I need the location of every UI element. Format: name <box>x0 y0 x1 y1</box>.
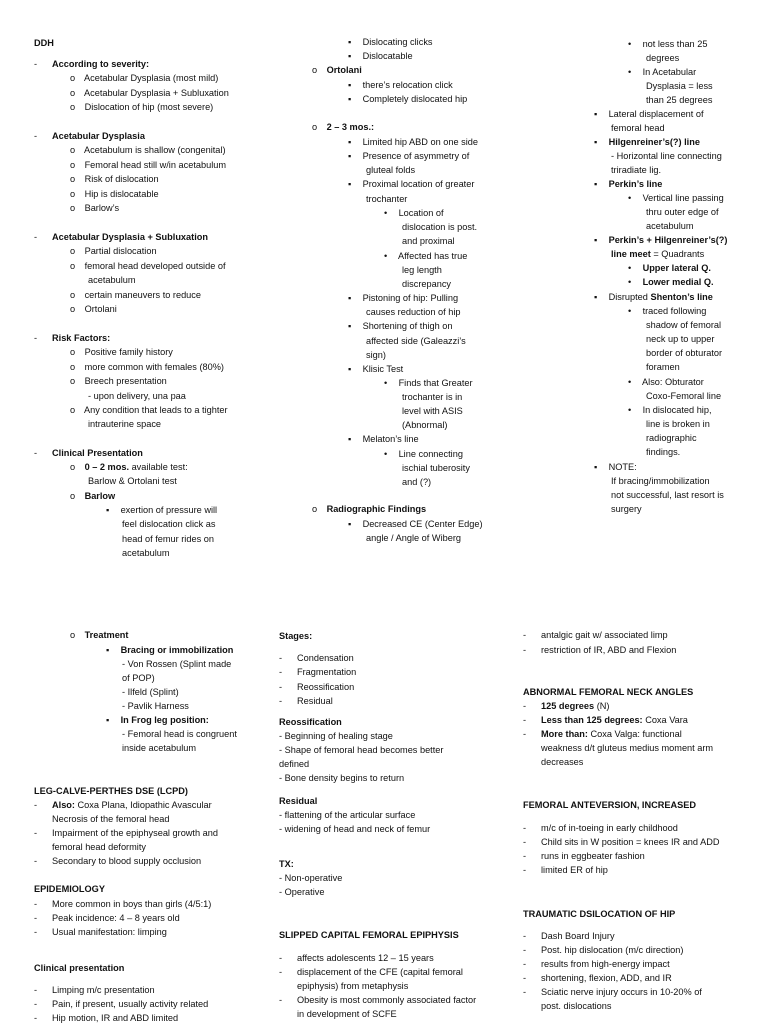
list-item: ▪ Dislocatable <box>348 51 413 61</box>
list-item: • Affected has true <box>384 251 468 261</box>
list-item: o 0 – 2 mos. available test: <box>70 462 188 472</box>
heading-lcpd: LEG-CALVE-PERTHES DSE (LCPD) <box>34 786 188 796</box>
list-item: o Acetabular Dysplasia + Subluxation <box>70 88 229 98</box>
list-item-cont: degrees <box>646 53 680 63</box>
list-item-cont: Coxo-Femoral line <box>646 391 722 401</box>
list-item: - Non-operative <box>279 873 343 883</box>
list-item: ▪ Klisic Test <box>348 364 404 374</box>
list-item: • Vertical line passing <box>628 193 724 203</box>
list-item: ▪ Melaton’s line <box>348 434 419 444</box>
list-item-cont: femoral head deformity <box>52 842 146 852</box>
list-item: - Impairment of the epiphyseal growth and <box>34 828 218 838</box>
list-item: o Hip is dislocatable <box>70 189 159 199</box>
list-item: - Shape of femoral head becomes better <box>279 745 444 755</box>
list-item: - Less than 125 degrees: Coxa Vara <box>523 715 688 725</box>
list-item: - Risk Factors: <box>34 333 111 343</box>
list-item: - Peak incidence: 4 – 8 years old <box>34 913 180 923</box>
heading-neck-angles: ABNORMAL FEMORAL NECK ANGLES <box>523 687 694 697</box>
list-item: o Partial dislocation <box>70 246 157 256</box>
list-item: - Post. hip dislocation (m/c direction) <box>523 945 684 955</box>
list-item-cont: border of obturator <box>646 348 723 358</box>
list-item-cont: - Horizontal line connecting <box>611 151 722 161</box>
list-item-cont: acetabulum <box>122 548 170 558</box>
list-item: - results from high-energy impact <box>523 959 670 969</box>
list-item: - Dash Board Injury <box>523 931 615 941</box>
list-item: - limited ER of hip <box>523 865 608 875</box>
list-item: - flattening of the articular surface <box>279 810 416 820</box>
list-item-cont: shadow of femoral <box>646 320 722 330</box>
list-item: - Sciatic nerve injury occurs in 10-20% of <box>523 987 702 997</box>
list-item: ▪ Presence of asymmetry of <box>348 151 470 161</box>
list-item-cont: - Femoral head is congruent <box>122 729 237 739</box>
list-item-cont: post. dislocations <box>541 1001 612 1011</box>
heading-epidemiology: EPIDEMIOLOGY <box>34 884 105 894</box>
list-item: - Limping m/c presentation <box>34 985 155 995</box>
list-item-cont: leg length <box>402 265 442 275</box>
list-item: • not less than 25 <box>628 39 708 49</box>
list-item: - m/c of in-toeing in early childhood <box>523 823 678 833</box>
list-item-cont: neck up to upper <box>646 334 715 344</box>
list-item: ▪ Proximal location of greater <box>348 179 475 189</box>
list-item-cont: level with ASIS <box>402 406 463 416</box>
list-item: o Barlow’s <box>70 203 120 213</box>
list-item: ▪ Bracing or immobilization <box>106 645 234 655</box>
list-item: ▪ exertion of pressure will <box>106 505 218 515</box>
list-item: ▪ NOTE: <box>594 462 637 472</box>
list-item: o 2 – 3 mos.: <box>312 122 375 132</box>
list-item: - Bone density begins to return <box>279 773 405 783</box>
list-item: - Usual manifestation: limping <box>34 927 167 937</box>
list-item: - antalgic gait w/ associated limp <box>523 630 668 640</box>
list-item-cont: ischial tuberosity <box>402 463 470 473</box>
list-item: o femoral head developed outside of <box>70 261 226 271</box>
list-item: - runs in eggbeater fashion <box>523 851 645 861</box>
list-item-cont: line meet = Quadrants <box>611 249 705 259</box>
list-item-cont: foramen <box>646 362 680 372</box>
list-item: - Obesity is most commonly associated factor <box>279 995 477 1005</box>
list-item: ▪ Completely dislocated hip <box>348 94 468 104</box>
list-item: o Acetabulum is shallow (congenital) <box>70 145 226 155</box>
list-item: - Residual <box>279 696 333 706</box>
list-item: • Location of <box>384 208 444 218</box>
list-item-cont: surgery <box>611 504 642 514</box>
list-item-cont: sign) <box>366 350 386 360</box>
list-item: • Upper lateral Q. <box>628 263 711 273</box>
list-item-cont: discrepancy <box>402 279 452 289</box>
list-item: o Ortolani <box>70 304 117 314</box>
heading-traumatic-dislocation: TRAUMATIC DSILOCATION OF HIP <box>523 909 676 919</box>
list-item: - widening of head and neck of femur <box>279 824 431 834</box>
list-item-cont: Barlow & Ortolani test <box>88 476 177 486</box>
list-item: - Acetabular Dysplasia <box>34 131 145 141</box>
list-item: - Clinical Presentation <box>34 448 143 458</box>
list-item: ▪ In Frog leg position: <box>106 715 209 725</box>
list-item-cont: than 25 degrees <box>646 95 713 105</box>
list-item-cont: head of femur rides on <box>122 534 214 544</box>
list-item: - affects adolescents 12 – 15 years <box>279 953 434 963</box>
list-item-cont: line is broken in <box>646 419 710 429</box>
list-item: ▪ Hilgenreiner’s(?) line <box>594 137 700 147</box>
list-item: • In Acetabular <box>628 67 697 77</box>
list-item-cont: in development of SCFE <box>297 1009 397 1019</box>
list-item-cont: findings. <box>646 447 681 457</box>
list-item-cont: of POP) <box>122 673 155 683</box>
list-item-cont: Dysplasia = less <box>646 81 713 91</box>
list-item: ▪ there’s relocation click <box>348 80 453 90</box>
list-item: ▪ Perkin’s line <box>594 179 663 189</box>
list-item-cont: femoral head <box>611 123 665 133</box>
list-item-cont: - upon delivery, una paa <box>88 391 186 401</box>
list-item-cont: dislocation is post. <box>402 222 478 232</box>
list-item-cont: trochanter is in <box>402 392 463 402</box>
list-item-cont: gluteal folds <box>366 165 416 175</box>
list-item-cont: If bracing/immobilization <box>611 476 710 486</box>
list-item-cont: affected side (Galeazzi’s <box>366 336 466 346</box>
list-item-cont: inside acetabulum <box>122 743 197 753</box>
list-item: o more common with females (80%) <box>70 362 224 372</box>
list-item: ▪ Dislocating clicks <box>348 37 433 47</box>
list-item: o certain maneuvers to reduce <box>70 290 201 300</box>
list-item-cont: epiphysis) from metaphysis <box>297 981 409 991</box>
heading-residual: Residual <box>279 796 318 806</box>
list-item: o Any condition that leads to a tighter <box>70 405 228 415</box>
list-item-cont: thru outer edge of <box>646 207 719 217</box>
list-item: ▪ Decreased CE (Center Edge) <box>348 519 483 529</box>
list-item: o Treatment <box>70 630 129 640</box>
list-item-cont: angle / Angle of Wiberg <box>366 533 461 543</box>
list-item: ▪ Lateral displacement of <box>594 109 704 119</box>
list-item-cont: (Abnormal) <box>402 420 448 430</box>
list-item: o Breech presentation <box>70 376 167 386</box>
list-item: o Acetabular Dysplasia (most mild) <box>70 73 219 83</box>
heading-anteversion: FEMORAL ANTEVERSION, INCREASED <box>523 800 697 810</box>
list-item: • Line connecting <box>384 449 463 459</box>
list-item: - Also: Coxa Plana, Idiopathic Avascular <box>34 800 212 810</box>
heading-scfe: SLIPPED CAPITAL FEMORAL EPIPHYSIS <box>279 930 459 940</box>
list-item: o Femoral head still w/in acetabulum <box>70 160 227 170</box>
list-item-cont: acetabulum <box>646 221 694 231</box>
list-item: ▪ Disrupted Shenton’s line <box>594 292 713 302</box>
list-item: o Dislocation of hip (most severe) <box>70 102 214 112</box>
list-item-cont: weakness d/t gluteus medius moment arm <box>541 743 714 753</box>
heading-clinical-presentation: Clinical presentation <box>34 963 125 973</box>
list-item: - Condensation <box>279 653 354 663</box>
list-item: • Lower medial Q. <box>628 277 714 287</box>
list-item-cont: feel dislocation click as <box>122 519 216 529</box>
list-item: - Hip motion, IR and ABD limited <box>34 1013 179 1023</box>
list-item: - shortening, flexion, ADD, and IR <box>523 973 672 983</box>
list-item: ▪ Shortening of thigh on <box>348 321 453 331</box>
list-item: - Pain, if present, usually activity related <box>34 999 209 1009</box>
list-item: - According to severity: <box>34 59 150 69</box>
list-item: - displacement of the CFE (capital femoral <box>279 967 463 977</box>
list-item: o Risk of dislocation <box>70 174 159 184</box>
list-item: - restriction of IR, ABD and Flexion <box>523 645 677 655</box>
list-item-cont: - Pavlik Harness <box>122 701 189 711</box>
list-item: • Also: Obturator <box>628 377 704 387</box>
list-item: - Secondary to blood supply occlusion <box>34 856 202 866</box>
list-item-cont: - Von Rossen (Splint made <box>122 659 232 669</box>
list-item: o Radiographic Findings <box>312 504 427 514</box>
list-item: - Acetabular Dysplasia + Subluxation <box>34 232 208 242</box>
list-item-cont: Necrosis of the femoral head <box>52 814 170 824</box>
list-item: • In dislocated hip, <box>628 405 712 415</box>
list-item-cont: not successful, last resort is <box>611 490 724 500</box>
list-item: • Finds that Greater <box>384 378 473 388</box>
list-item: - More common in boys than girls (4/5:1) <box>34 899 212 909</box>
list-item: ▪ Pistoning of hip: Pulling <box>348 293 459 303</box>
list-item-cont: and (?) <box>402 477 432 487</box>
list-item-cont: - Ilfeld (Splint) <box>122 687 179 697</box>
list-item: - Reossification <box>279 682 355 692</box>
list-item-cont: radiographic <box>646 433 697 443</box>
list-item: o Positive family history <box>70 347 173 357</box>
list-item: • traced following <box>628 306 707 316</box>
list-item-cont: trochanter <box>366 194 408 204</box>
list-item: o Ortolani <box>312 65 362 75</box>
list-item: - Beginning of healing stage <box>279 731 393 741</box>
list-item: - More than: Coxa Valga: functional <box>523 729 682 739</box>
list-item-cont: triradiate lig. <box>611 165 662 175</box>
list-item: - Fragmentation <box>279 667 357 677</box>
heading-ddh: DDH <box>34 38 54 48</box>
list-item-cont: causes reduction of hip <box>366 307 461 317</box>
heading-tx: TX: <box>279 859 294 869</box>
list-item: - 125 degrees (N) <box>523 701 610 711</box>
list-item-cont: intrauterine space <box>88 419 162 429</box>
heading-reossification: Reossification <box>279 717 342 727</box>
list-item: - Child sits in W position = knees IR and ADD <box>523 837 720 847</box>
list-item: ▪ Limited hip ABD on one side <box>348 137 478 147</box>
heading-stages: Stages: <box>279 631 313 641</box>
list-item: - Operative <box>279 887 325 897</box>
list-item: ▪ Perkin’s + Hilgenreiner’s(?) <box>594 235 728 245</box>
list-item-cont: acetabulum <box>88 275 136 285</box>
list-item: o Barlow <box>70 491 116 501</box>
list-item-cont: and proximal <box>402 236 455 246</box>
list-item-cont: decreases <box>541 757 584 767</box>
list-item-cont: defined <box>279 759 310 769</box>
